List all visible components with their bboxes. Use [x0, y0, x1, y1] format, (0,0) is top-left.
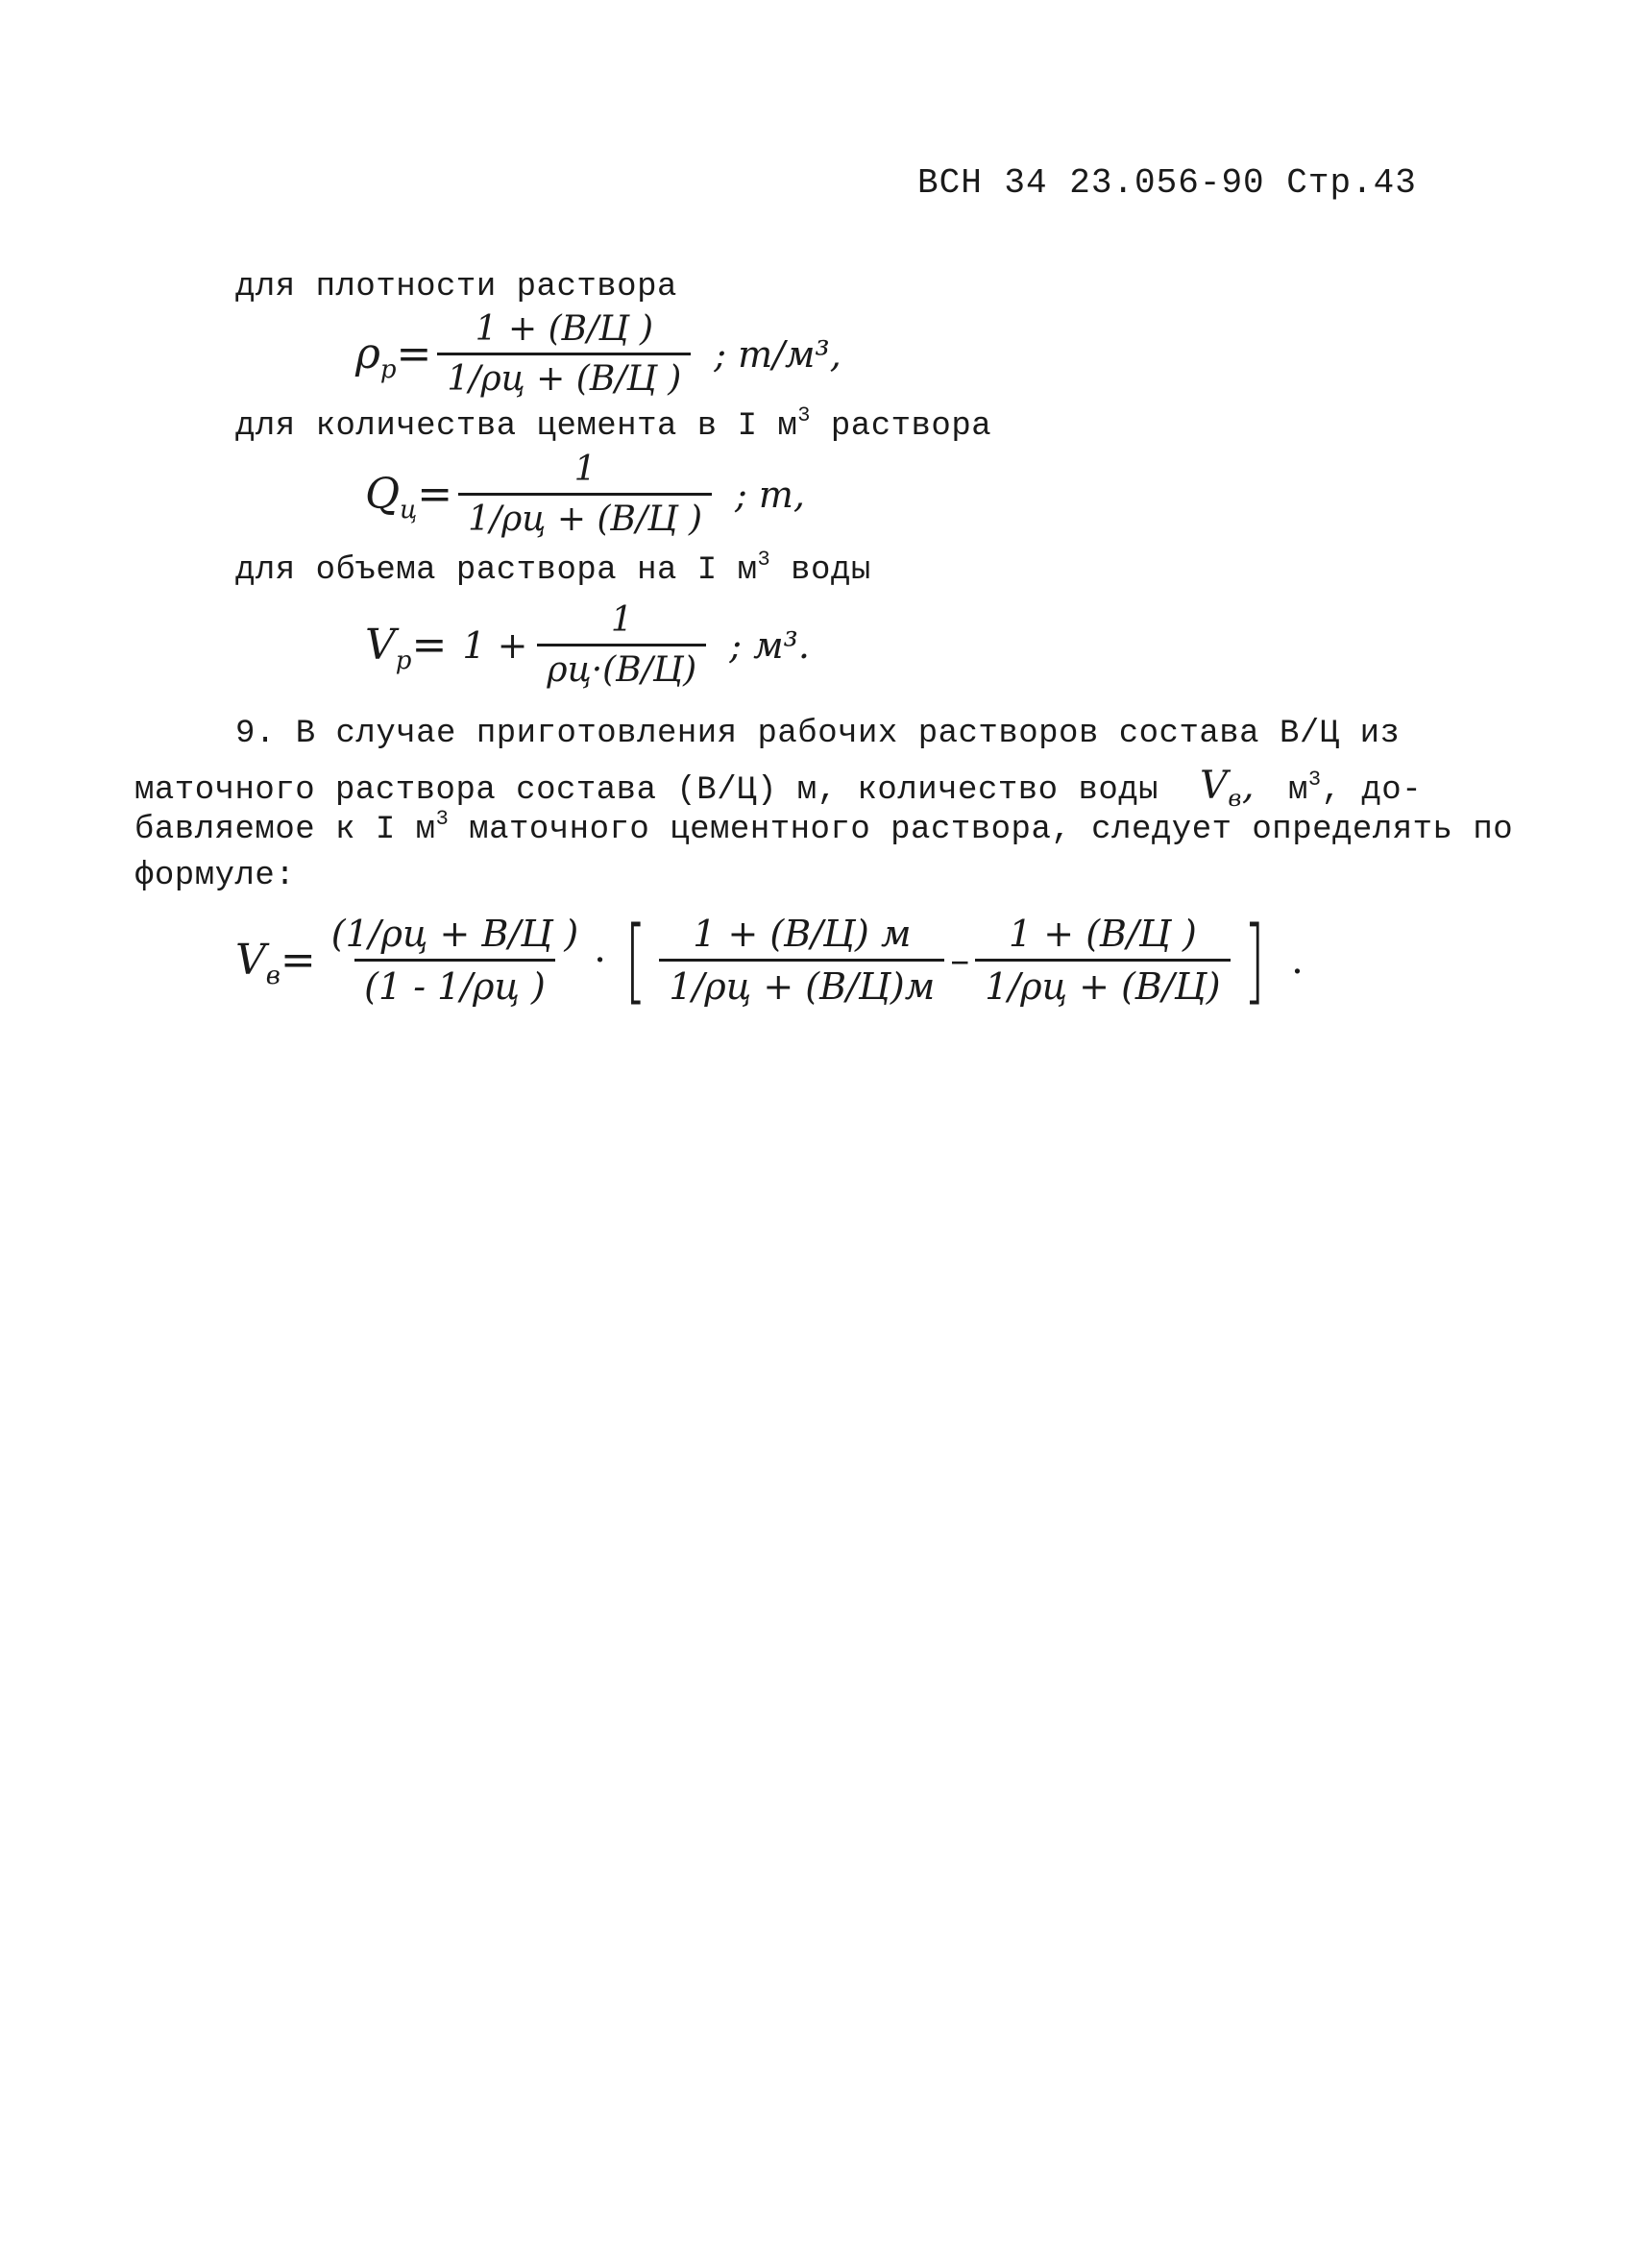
density-formula	[355, 309, 841, 399]
water-fraction-3-denominator: 1/ρц + (В/Ц)	[975, 959, 1230, 1008]
water-end-period: .	[1291, 938, 1304, 983]
water-dot: ·	[594, 938, 606, 983]
volume-formula	[365, 600, 810, 690]
water-fraction-1	[322, 913, 588, 1008]
water-fraction-2-denominator: 1/ρц + (В/Ц)м	[659, 959, 944, 1008]
water-fraction-1-numerator: (1/ρц + В/Ц )	[330, 913, 579, 955]
water-fraction-2	[659, 913, 944, 1008]
density-unit: ; т/м³,	[714, 332, 841, 376]
paragraph9-line1: 9. В случае приготовления рабочих растворов состава В/Ц из	[235, 716, 1401, 752]
volume-numerator: 1	[610, 600, 633, 640]
volume-lhs: $V_р=$	[365, 621, 448, 675]
density-fraction	[437, 309, 691, 399]
left-bracket: [	[624, 906, 646, 1014]
cement-intro-text: для количества цемента в I $м^3$ раствора	[235, 403, 992, 445]
density-denominator: 1/ρц + (В/Ц )	[437, 353, 691, 399]
right-bracket: ]	[1243, 906, 1265, 1014]
paragraph9-line4: формуле:	[134, 858, 296, 894]
water-fraction-1-denominator: (1 - 1/ρц )	[354, 959, 555, 1008]
water-fraction-3	[975, 913, 1230, 1008]
volume-denominator: ρц·(В/Ц)	[537, 644, 706, 690]
water-fraction-3-numerator: 1 + (В/Ц )	[1009, 913, 1197, 955]
cement-formula	[365, 450, 805, 539]
density-numerator: 1 + (В/Ц )	[475, 309, 654, 349]
density-lhs: $\rho_р=$	[355, 329, 432, 384]
paragraph9-line3: бавляемое к I $м^3$ маточного цементного раствора, следует определять по	[134, 807, 1514, 848]
paragraph9-line2: маточного раствора состава (В/Ц) м, количество воды $V_в$, $м^3$, до-	[134, 764, 1423, 812]
density-intro-text: для плотности раствора	[235, 269, 677, 305]
water-lhs: $V_в=$	[235, 936, 316, 990]
water-volume-symbol: $V_в$,	[1199, 764, 1256, 812]
water-minus: –	[950, 938, 970, 983]
cement-unit: ; т,	[735, 473, 805, 516]
cement-numerator: 1	[573, 450, 597, 489]
water-formula	[235, 906, 1309, 1014]
cement-lhs: $Q_ц=$	[365, 470, 453, 524]
volume-prefix: 1 +	[462, 623, 528, 667]
water-fraction-2-numerator: 1 + (В/Ц) м	[693, 913, 912, 955]
volume-unit: ; м³.	[729, 623, 810, 667]
volume-intro-text: для объема раствора на I $м^3$ воды	[235, 548, 871, 589]
cement-denominator: 1/ρц + (В/Ц )	[458, 493, 712, 539]
cement-fraction	[458, 450, 712, 539]
volume-fraction	[537, 600, 706, 690]
document-header: ВСН 34 23.056-90 Стр.43	[917, 163, 1417, 203]
